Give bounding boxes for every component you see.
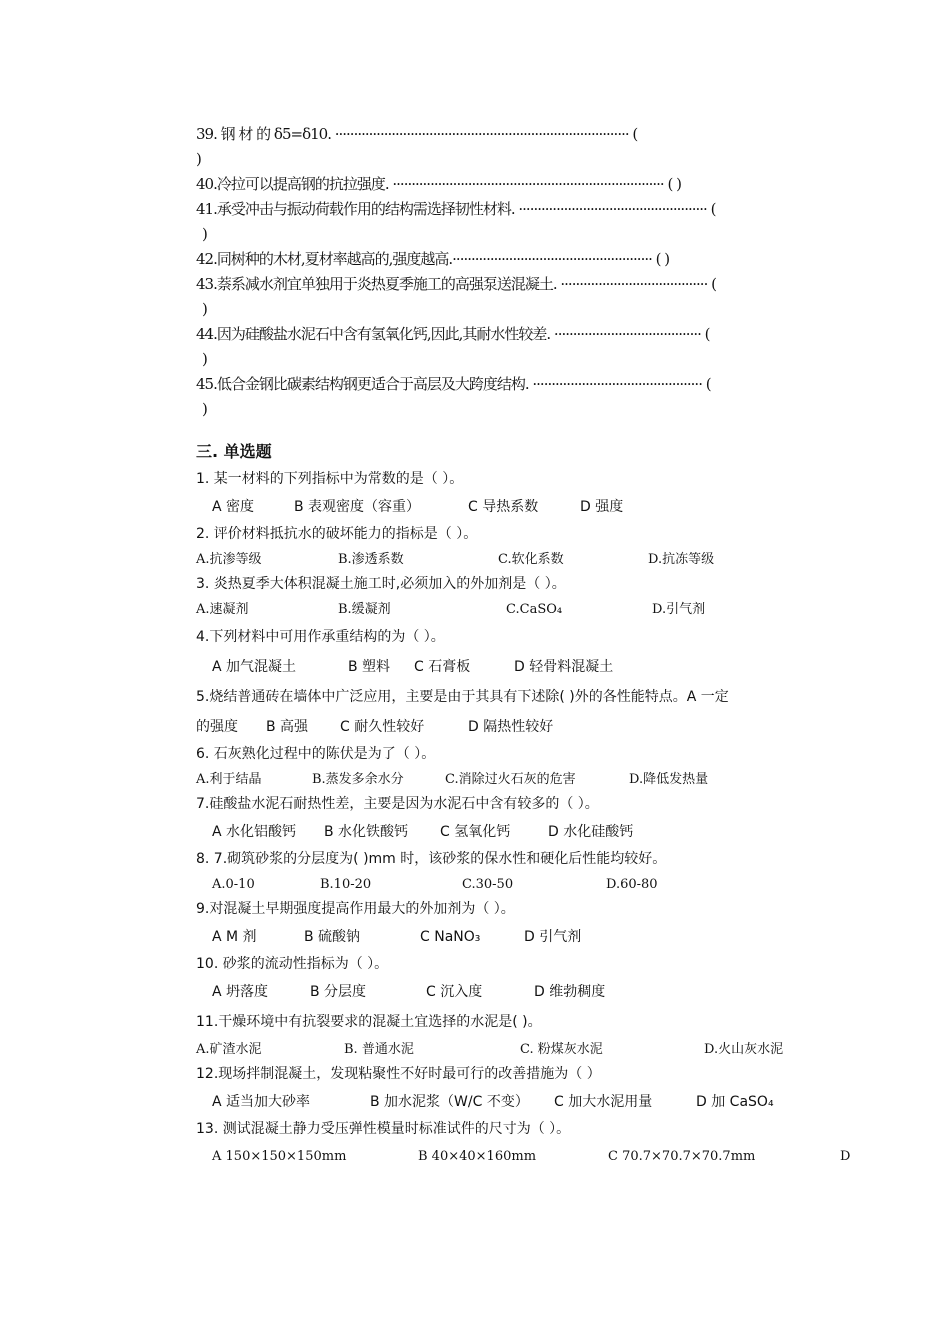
- option-b: B 高强: [266, 719, 309, 735]
- question-2: 2. 评价材料抵抗水的破坏能力的指标是（ ）。: [196, 526, 478, 542]
- option-a: A 密度: [212, 499, 255, 515]
- tf-item-44: 44.因为硅酸盐水泥石中含有氢氧化钙,因此,其耐水性较差. ······································· (: [196, 325, 710, 343]
- option-c: C 氢氧化钙: [440, 824, 511, 840]
- option-c: C.消除过火石灰的危害: [445, 772, 576, 787]
- question-7-options: [196, 817, 854, 847]
- option-d: D 引气剂: [524, 929, 582, 945]
- option-d: D.抗冻等级: [648, 552, 715, 567]
- option-d: D.降低发热量: [629, 772, 709, 787]
- option-c: C 沉入度: [426, 984, 483, 1000]
- question-13: 13. 测试混凝土静力受压弹性模量时标准试件的尺寸为（ ）。: [196, 1121, 571, 1137]
- option-d: D: [840, 1149, 851, 1164]
- question-12: 12.现场拌制混凝土，发现粘聚性不好时最可行的改善措施为（ ）: [196, 1066, 601, 1082]
- option-c: C.软化系数: [498, 552, 564, 567]
- option-b: B 40×40×160mm: [418, 1149, 537, 1164]
- option-c: C 耐久性较好: [340, 719, 425, 735]
- option-b: B 表观密度（容重）: [294, 499, 421, 515]
- option-b: B.蒸发多余水分: [312, 772, 404, 787]
- question-6-options: [196, 767, 854, 792]
- option-a: A M 剂: [212, 929, 257, 945]
- question-13-options: [196, 1142, 854, 1172]
- option-c: C 导热系数: [468, 499, 539, 515]
- question-10-options: [196, 977, 854, 1007]
- option-d: D 强度: [580, 499, 624, 515]
- option-a: A.矿渣水泥: [196, 1042, 262, 1057]
- tf-item-45-close: ): [202, 400, 208, 418]
- question-3-options: [196, 597, 854, 622]
- option-b: B.渗透系数: [338, 552, 404, 567]
- option-d: D.60-80: [606, 877, 658, 892]
- question-5-line1: 5.烧结普通砖在墙体中广泛应用，主要是由于其具有下述除( )外的各性能特点。A 一定: [196, 689, 729, 705]
- option-a: A 150×150×150mm: [212, 1149, 347, 1164]
- option-a-cont: 的强度: [196, 719, 238, 735]
- option-a: A 加气混凝土: [212, 659, 297, 675]
- option-b: B. 普通水泥: [344, 1042, 414, 1057]
- option-a: A.0-10: [212, 877, 255, 892]
- option-a: A.抗渗等级: [196, 552, 262, 567]
- option-a: A 坍落度: [212, 984, 269, 1000]
- option-b: B 硫酸钠: [304, 929, 361, 945]
- tf-item-41-close: ): [202, 225, 208, 243]
- option-c: C.CaSO₄: [506, 602, 563, 617]
- question-2-options: [196, 547, 854, 572]
- option-a: A 水化铝酸钙: [212, 824, 297, 840]
- tf-item-43: 43.萘系减水剂宜单独用于炎热夏季施工的高强泵送混凝土. ······································· (: [196, 275, 716, 293]
- question-1-options: [196, 492, 854, 522]
- tf-item-45: 45.低合金钢比碳素结构钢更适合于高层及大跨度结构. ············································· (: [196, 375, 711, 393]
- tf-item-39: 39. 钢 材 的 δ5=δ10. ·············································································· (: [196, 125, 638, 143]
- question-8: 8. 7.砌筑砂浆的分层度为( )mm 时，该砂浆的保水性和硬化后性能均较好。: [196, 851, 667, 867]
- option-b: B 塑料: [348, 659, 391, 675]
- question-7: 7.硅酸盐水泥石耐热性差，主要是因为水泥石中含有较多的（ ）。: [196, 796, 599, 812]
- tf-item-41: 41.承受冲击与振动荷载作用的结构需选择韧性材料. ·················································· (: [196, 200, 716, 218]
- question-6: 6. 石灰熟化过程中的陈伏是为了（ ）。: [196, 746, 436, 762]
- option-d: D 水化硅酸钙: [548, 824, 634, 840]
- option-c: C 加大水泥用量: [554, 1094, 653, 1110]
- question-4-options: [196, 652, 854, 682]
- question-3: 3. 炎热夏季大体积混凝土施工时,必须加入的外加剂是（ ）。: [196, 576, 566, 592]
- option-c: C.30-50: [462, 877, 514, 892]
- option-a: A 适当加大砂率: [212, 1094, 311, 1110]
- option-b: B.缓凝剂: [338, 602, 391, 617]
- tf-item-42: 42.同树种的木材,夏材率越高的,强度越高.····················································· ( ): [196, 250, 670, 268]
- option-a: A.利于结晶: [196, 772, 262, 787]
- option-d: D 维勃稠度: [534, 984, 606, 1000]
- question-8-options: [196, 872, 854, 897]
- question-12-options: [196, 1087, 854, 1117]
- question-9-options: [196, 922, 854, 952]
- option-a: A.速凝剂: [196, 602, 249, 617]
- option-d: D.引气剂: [652, 602, 706, 617]
- option-c: C NaNO₃: [420, 929, 481, 945]
- tf-item-44-close: ): [202, 350, 208, 368]
- question-9: 9.对混凝土早期强度提高作用最大的外加剂为（ ）。: [196, 901, 515, 917]
- question-10: 10. 砂浆的流动性指标为（ ）。: [196, 956, 389, 972]
- question-11-options: [196, 1037, 854, 1062]
- option-c: C. 粉煤灰水泥: [520, 1042, 603, 1057]
- section-title: 三. 单选题: [196, 442, 272, 461]
- tf-item-40: 40.冷拉可以提高钢的抗拉强度. ········································································ ( ): [196, 175, 681, 193]
- question-1: 1. 某一材料的下列指标中为常数的是（ ）。: [196, 471, 464, 487]
- option-d: D 加 CaSO₄: [696, 1094, 774, 1110]
- question-5-line2: [196, 712, 854, 742]
- question-4: 4.下列材料中可用作承重结构的为（ ）。: [196, 629, 445, 645]
- option-d: D.火山灰水泥: [704, 1042, 784, 1057]
- option-b: B.10-20: [320, 877, 372, 892]
- question-11: 11.干燥环境中有抗裂要求的混凝土宜选择的水泥是( )。: [196, 1014, 542, 1030]
- option-b: B 分层度: [310, 984, 367, 1000]
- option-c: C 70.7×70.7×70.7mm: [608, 1149, 756, 1164]
- option-b: B 加水泥浆（W/C 不变）: [370, 1094, 529, 1110]
- option-c: C 石膏板: [414, 659, 471, 675]
- option-d: D 轻骨料混凝土: [514, 659, 614, 675]
- option-b: B 水化铁酸钙: [324, 824, 409, 840]
- tf-item-39-close: ): [196, 150, 202, 168]
- option-d: D 隔热性较好: [468, 719, 554, 735]
- document-content: [196, 122, 854, 1172]
- tf-item-43-close: ): [202, 300, 208, 318]
